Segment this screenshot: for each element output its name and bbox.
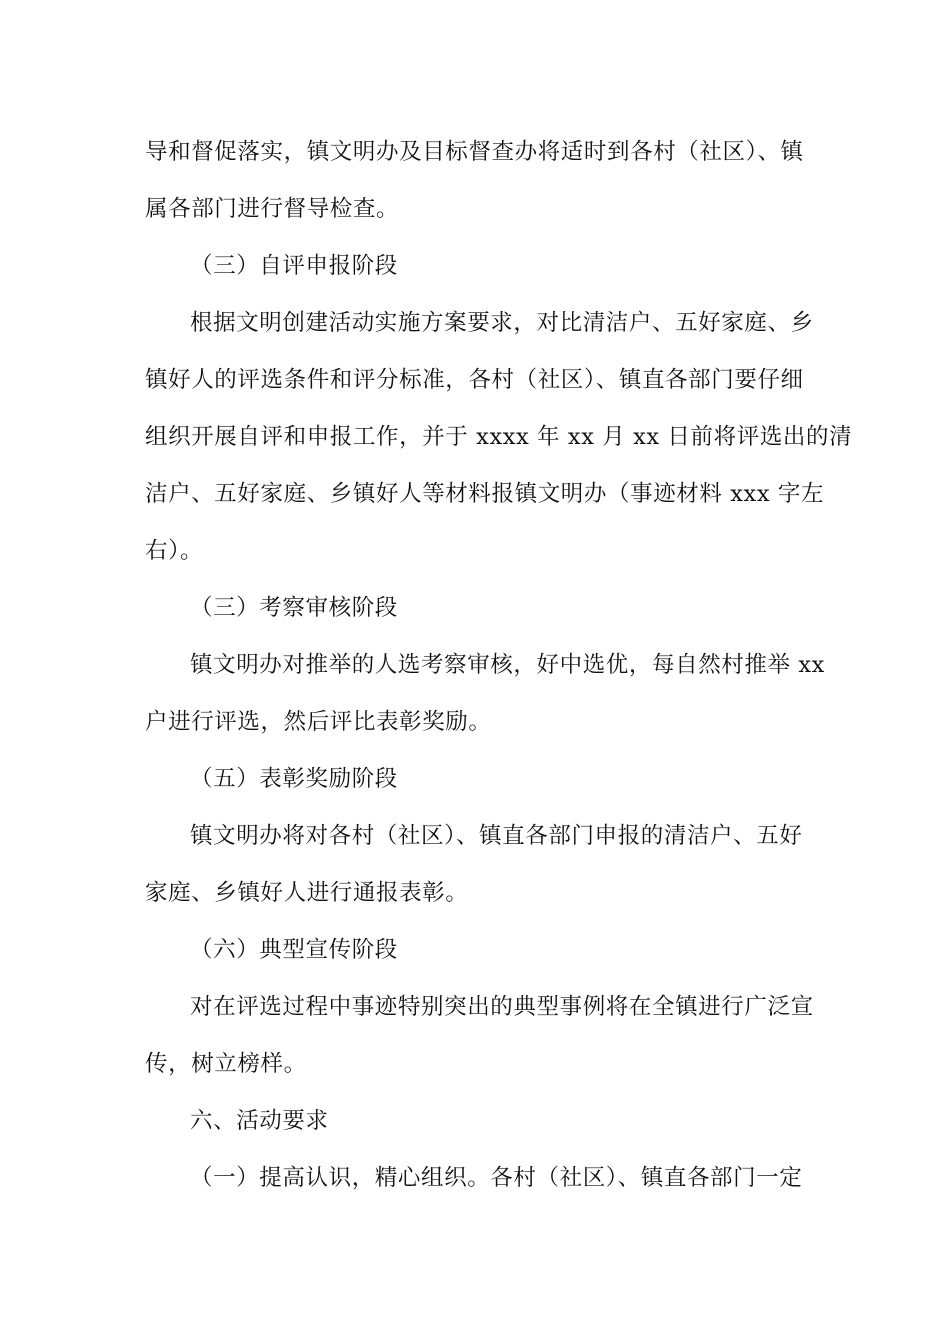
paragraph-line: 导和督促落实，镇文明办及目标督查办将适时到各村（社区）、镇 [145,139,804,165]
paragraph-line: 组织开展自评和申报工作，并于 xxxx 年 xx 月 xx 日前将评选出的清 [145,424,853,450]
paragraph-line: 家庭、乡镇好人进行通报表彰。 [145,880,469,906]
paragraph-line: 镇文明办对推举的人选考察审核，好中选优，每自然村推举 xx [190,652,825,678]
paragraph-line: （一）提高认识，精心组织。各村（社区）、镇直各部门一定 [190,1165,803,1191]
paragraph-line: 镇好人的评选条件和评分标准，各村（社区）、镇直各部门要仔细 [145,367,804,393]
paragraph-line: 镇文明办将对各村（社区）、镇直各部门申报的清洁户、五好 [190,823,803,849]
paragraph-line: 对在评选过程中事迹特别突出的典型事例将在全镇进行广泛宣 [190,994,814,1020]
section-heading: （五）表彰奖励阶段 [190,766,398,792]
section-heading: （三）考察审核阶段 [190,595,398,621]
paragraph-line: 右）。 [145,538,204,564]
section-heading: （三）自评申报阶段 [190,253,398,279]
paragraph-line: 传，树立榜样。 [145,1051,307,1077]
section-heading: （六）典型宣传阶段 [190,937,398,963]
paragraph-line: 属各部门进行督导检查。 [145,196,400,222]
section-heading: 六、活动要求 [190,1108,329,1134]
paragraph-line: 根据文明创建活动实施方案要求，对比清洁户、五好家庭、乡 [190,310,814,336]
paragraph-line: 洁户、五好家庭、乡镇好人等材料报镇文明办（事迹材料 xxx 字左 [145,481,825,507]
paragraph-line: 户进行评选，然后评比表彰奖励。 [145,709,492,735]
